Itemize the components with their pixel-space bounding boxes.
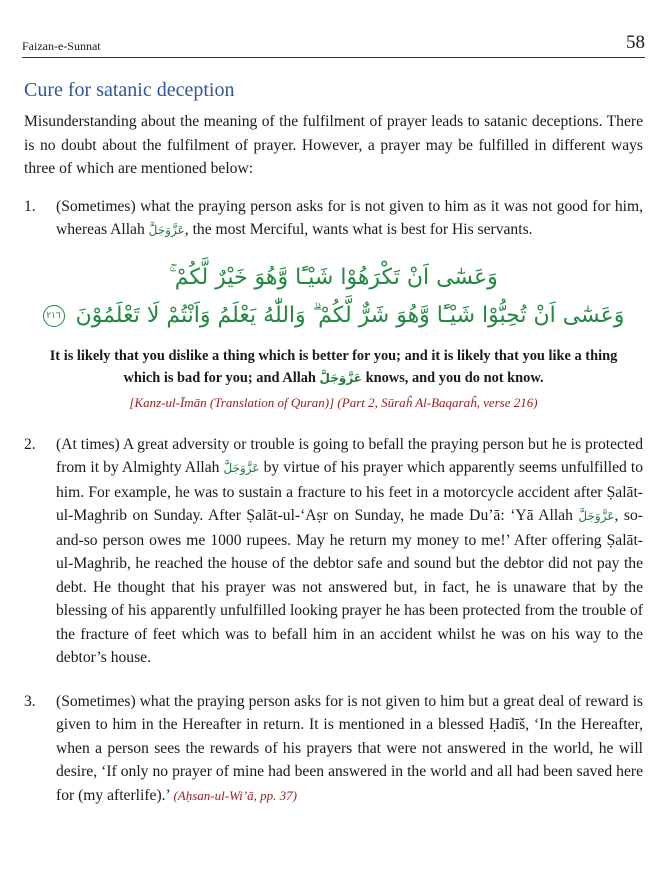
item-text [56,433,643,670]
page-content [24,76,643,807]
quran-verse [24,259,643,335]
numbered-list [24,195,643,243]
item-text-part: (Sometimes) what the praying person asks for is not given to him but a great deal of reward is given to him in the Hereafter in return. It is mentioned in a blessed Ḥadīš, ‘In the Hereafter, when a person sees the rewards of his prayers that were not answered in the world, he will desire, ‘If only no prayer of mine had been answered in the world and all had been saved here for (my afterlife).’ [56,692,643,804]
book-title: Faizan-e-Sunnat [22,39,101,53]
list-item-3 [24,690,643,808]
section-title: Cure for satanic deception [24,79,235,101]
intro-paragraph: Misunderstanding about the meaning of the fulfilment of prayer leads to satanic deceptions. There is no doubt about the fulfilment of prayer. However, a prayer may be fulfilled in different ways three of which are mentioned below: [24,113,643,177]
verse-translation [24,345,643,389]
header-rule [22,57,645,58]
item-text-part: , the most Merciful, wants what is best for His servants. [184,221,533,238]
hadith-reference: (Aḥsan-ul-Wi’ā, pp. 37) [173,787,297,803]
item-text [56,195,643,243]
honorific-glyph: عَزَّوَجَلَّ [319,370,362,385]
list-item-2 [24,433,643,670]
ayah-line-2 [24,297,643,335]
translation-part: It is likely that you dislike a thing which is better for you; and it is likely that you like a thing which is bad for you; and Allah [49,347,618,386]
page-header [22,28,645,54]
item-text [56,690,643,808]
numbered-list-continued [24,433,643,808]
item-text-part: (Sometimes) what the praying person asks for is not given to him as it was not good for him, whereas Allah [56,197,643,238]
ayah-line-1: وَعَسٰٓى اَنْ تَكْرَهُوْا شَيْـًٔا وَّهُوَ خَيْرٌ لَّكُمْ ۚ [169,264,498,290]
verse-number-marker: ٢١٦ [43,305,65,327]
item-number: 3. [24,692,36,710]
item-number: 1. [24,197,36,215]
ayah-line-2-text: وَعَسٰٓى اَنْ تُحِبُّوْا شَيْـًٔا وَّهُوَ شَرٌّ لَّكُمْ ۗ وَاللّٰهُ يَعْلَمُ وَاَنْتُمْ لَا تَعْلَمُوْنَ [75,302,625,328]
translation-part: knows, and you do not know. [362,369,544,386]
honorific-glyph: عَزَّوَجَلَّ [148,223,185,237]
item-text-part: by virtue of his prayer which apparently seems unfulfilled to him. For example, he was to sustain a fracture to his feet in a motorcycle accident after Ṣalāt-ul-Maghrib on Sunday. After Ṣalāt-ul-‘Aṣr on Sunday, he made Du’ā: ‘Yā Allah [56,459,643,524]
page-number: 58 [626,32,645,53]
item-text-part: (At times) A great adversity or trouble is going to befall the praying person but he is protected from it by Almighty Allah [56,435,643,476]
item-number: 2. [24,435,36,453]
honorific-glyph: عَزَّوَجَلَّ [223,461,260,475]
honorific-glyph: عَزَّوَجَلَّ [578,509,615,523]
item-text-part: , so-and-so person owes me 1000 rupees. May he return my money to me!’ After offering Ṣalāt-ul-Maghrib, he reached the house of the debtor safe and sound but the debtor did not pay the debt. He thought that his prayer was not answered but, in fact, he is unaware that by the blessing of his apparently unfulfilled looking prayer he has been protected from the trouble of the fracture of feet which was to befall him in an accident whilst he was on his way to the debtor’s house. [56,507,643,666]
verse-reference: [Kanz-ul-Īmān (Translation of Quran)] (Part 2, Sūraĥ Al-Baqaraĥ, verse 216) [129,394,538,410]
list-item-1 [24,195,643,243]
